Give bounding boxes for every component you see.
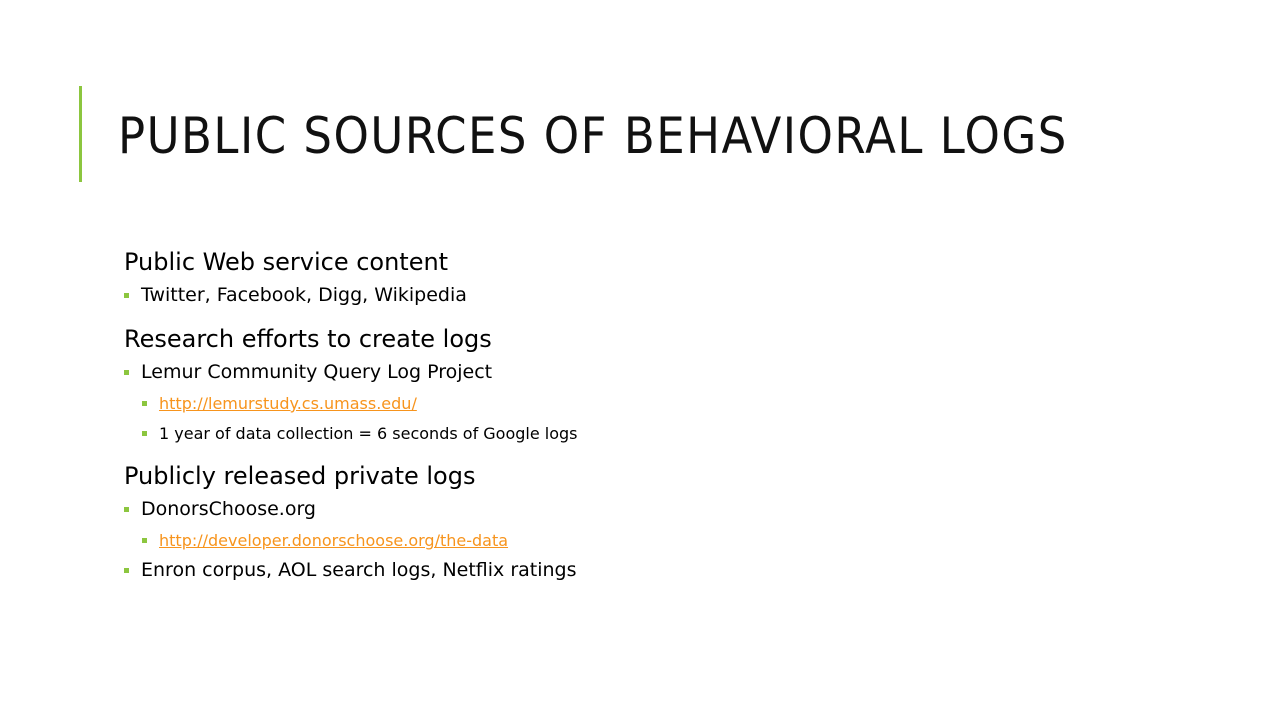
list-item [124, 282, 1224, 309]
title-accent-bar [79, 86, 82, 182]
square-bullet-icon [142, 431, 147, 436]
list-item-text: Lemur Community Query Log Project [141, 361, 493, 383]
list-item [124, 359, 1224, 386]
section-heading: Publicly released private logs [124, 462, 476, 490]
list-item-text: Enron corpus, AOL search logs, Netflix ratings [141, 559, 577, 581]
section-publicly-released-logs [124, 460, 1224, 584]
section-heading: Research efforts to create logs [124, 325, 492, 353]
section-research-efforts [124, 323, 1224, 446]
sub-list-item-text: 1 year of data collection = 6 seconds of Google logs [159, 424, 578, 443]
donorschoose-data-link[interactable]: http://developer.donorschoose.org/the-data [159, 531, 509, 550]
square-bullet-icon [142, 538, 147, 543]
square-bullet-icon [124, 507, 129, 512]
sub-list-item [142, 422, 1224, 446]
list-item [124, 496, 1224, 523]
list-item-text: Twitter, Facebook, Digg, Wikipedia [141, 284, 467, 306]
square-bullet-icon [124, 568, 129, 573]
square-bullet-icon [124, 293, 129, 298]
list-item [124, 557, 1224, 584]
list-item-text: DonorsChoose.org [141, 498, 316, 520]
square-bullet-icon [124, 370, 129, 375]
slide-content [124, 246, 1224, 590]
section-public-web-service [124, 246, 1224, 309]
sub-list-item [142, 392, 1224, 416]
section-heading: Public Web service content [124, 248, 449, 276]
lemur-study-link[interactable]: http://lemurstudy.cs.umass.edu/ [159, 394, 417, 413]
slide-title: PUBLIC SOURCES OF BEHAVIORAL LOGS [118, 107, 1068, 165]
sub-list-item [142, 529, 1224, 553]
square-bullet-icon [142, 401, 147, 406]
